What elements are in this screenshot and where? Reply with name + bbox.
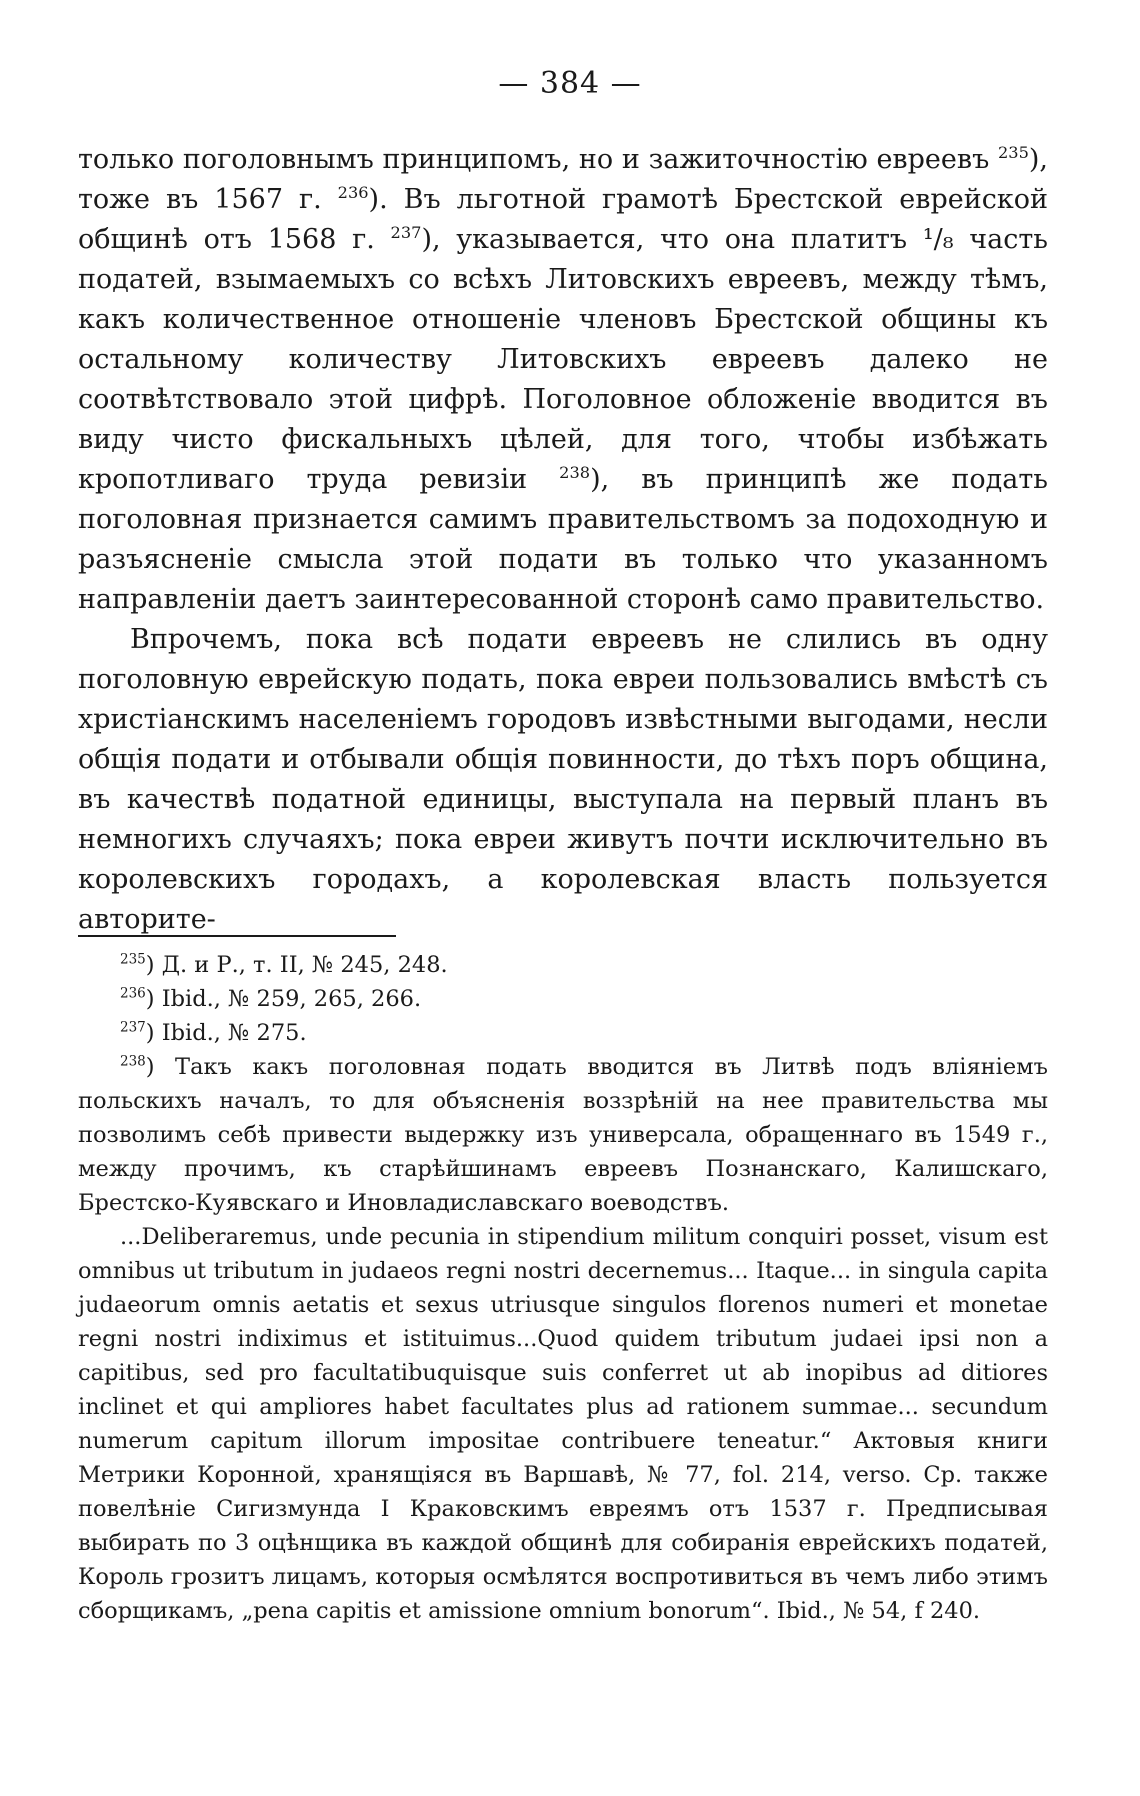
footnote-ref-237[interactable]: 237: [390, 223, 422, 242]
footnote-236: $^{236}$) Ibid., № 259, 265, 266.: [120, 985, 422, 1012]
footnotes: [78, 948, 1048, 1628]
footnote-238-quote: ...Deliberaremus, unde pecunia in stipendium militum conquiri posset, visum est omnibus ut tributum in judaeos regni nostri decernemus... Itaque... in singula capita judaeorum omnis aetatis et sexus utriusque singulos florenos numeri et monetae regni nostri indiximus et istituimus...Quod quidem tributum judaei ipsi non a capitibus, sed pro facultatibuquisque suis conferret ut ab inopibus ad ditiores inclinet et qui ampliores habet facultates plus ad rationem summae... secundum numerum capitum illorum impositae contribuere teneatur.“ Актовыя книги Метрики Коронной, хранящіяся въ Варшавѣ, № 77, fol. 214, verso. Ср. также повелѣніе Сигизмунда I Краковскимъ евреямъ отъ 1537 г. Предписывая выбирать по 3 оцѣнщика въ каждой общинѣ для собиранія еврейскихъ податей, Король грозитъ лицамъ, которыя осмѣлятся воспротивиться въ чемъ либо этимъ сборщикамъ, „pena capitis et amissione omnium bonorum“. Ibid., № 54, f 240.: [78, 1224, 1048, 1624]
paragraph-2: Впрочемъ, пока всѣ подати евреевъ не слились въ одну поголовную еврейскую подать, пока евреи пользовались вмѣстѣ съ христіанскимъ населеніемъ городовъ извѣстными выгодами, несли общія подати и отбывали общія повинности, до тѣхъ поръ община, въ качествѣ податной единицы, выступала на первый планъ въ немногихъ случаяхъ; пока евреи живутъ почти исключительно въ королевскихъ городахъ, а королевская власть пользуется авторите-: [78, 624, 1048, 935]
footnote-238: $^{238}$) Такъ какъ поголовная подать вводится въ Литвѣ подъ вліяніемъ польскихъ началъ, то для объясненія воззрѣній на нее правительства мы позволимъ себѣ привести выдержку изъ универсала, обращеннаго въ 1549 г., между прочимъ, къ старѣйшинамъ евреевъ Познанскаго, Калишскаго, Брестско-Куявскаго и Иновладиславскаго воеводствъ.: [78, 1053, 1048, 1216]
main-text: [78, 140, 1048, 940]
fraction: ¹/₈: [922, 224, 954, 255]
page-number: — 384 —: [498, 66, 642, 101]
paragraph-1: только поголовнымъ принципомъ, но и зажиточностію евреевъ $^{235}$), тоже въ 1567 г. $^{236}$). Въ льготной грамотѣ Брестской еврейской общинѣ отъ 1568 г. $^{237}$), указывается, что она платитъ ¹/₈ часть податей, взымаемыхъ со всѣхъ Литовскихъ евреевъ, между тѣмъ, какъ количественное отношеніе членовъ Брестской общины къ остальному количеству Литовскихъ евреевъ далеко не соотвѣтствовало этой цифрѣ. Поголовное обложеніе вводится въ виду чисто фискальныхъ цѣлей, для того, чтобы избѣжать кропотливаго труда ревизіи $^{238}$), въ принципѣ же подать поголовная признается самимъ правительствомъ за подоходную и разъясненіе смысла этой подати въ только что указанномъ направленіи даетъ заинтересованной сторонѣ само правительство.: [78, 143, 1048, 615]
footnote-237: $^{237}$) Ibid., № 275.: [120, 1019, 307, 1046]
footnote-ref-235[interactable]: 235: [997, 143, 1029, 162]
footnote-235: $^{235}$) Д. и Р., т. II, № 245, 248.: [120, 951, 448, 978]
footnote-separator: [78, 935, 396, 937]
footnote-ref-236[interactable]: 236: [337, 183, 369, 202]
footnote-ref-238[interactable]: 238: [559, 463, 591, 482]
